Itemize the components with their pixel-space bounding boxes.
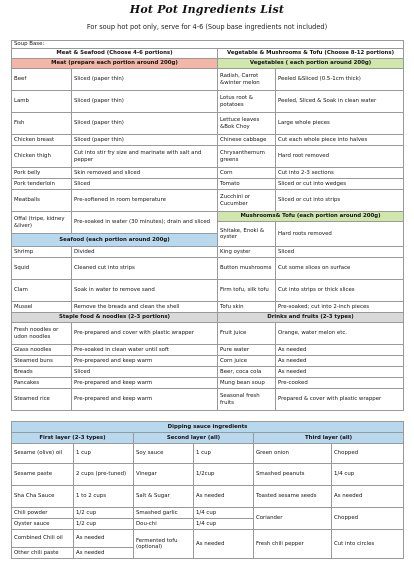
meat-item: Meatballs [12, 190, 72, 212]
meat-item: Fish [12, 113, 72, 135]
table-row [12, 212, 404, 222]
layer2-qty: 1/4 cup [194, 519, 254, 530]
veg-mushroom-tofu-header: Vegetable & Mushrooms & Tofu (Choose 8-12 portions) [218, 49, 404, 59]
layer2-item: Vinegar [134, 464, 194, 486]
staple-item: Breads [12, 367, 72, 378]
vegetables-header: Vegetables ( each portion around 200g) [218, 59, 404, 69]
drink-prep: As needed [276, 367, 404, 378]
drink-item: Beer, coca cola [218, 367, 276, 378]
mushroom-item: Tofu skin [218, 302, 276, 313]
seafood-prep: Cleaned cut into strips [72, 258, 218, 280]
drink-prep: Prepared & cover with plastic wrapper [276, 389, 404, 411]
mushrooms-tofu-header: Mushrooms& Tofu (each portion around 200g) [218, 212, 404, 222]
seafood-item: Clam [12, 280, 72, 302]
meat-prep: Skin removed and sliced [72, 168, 218, 179]
seafood-item: Squid [12, 258, 72, 280]
table-row [12, 464, 404, 486]
table-row [12, 444, 404, 464]
drink-item: Corn juice [218, 356, 276, 367]
layer2-item: Fermented tofu (optional) [134, 530, 194, 559]
veg-prep: Peeled, Sliced & Soak in clean water [276, 91, 404, 113]
table-row [12, 356, 404, 367]
layer2-qty: 1/4 cup [194, 508, 254, 519]
seafood-item: Mussel [12, 302, 72, 313]
layer3-header: Third layer (all) [254, 433, 404, 444]
layer1-header: First layer (2-3 types) [12, 433, 134, 444]
layer1-qty: As needed [74, 548, 134, 559]
meat-header: Meat (prepare each portion around 200g) [12, 59, 218, 69]
table-row [12, 323, 404, 345]
table-row [12, 389, 404, 411]
table-row [12, 168, 404, 179]
drink-prep: Orange, water melon etc. [276, 323, 404, 345]
drink-prep: Pre-cooked [276, 378, 404, 389]
mushroom-item: Button mushrooms [218, 258, 276, 280]
dipping-header: Dipping sauce ingredients [12, 422, 404, 433]
layer2-qty: As needed [194, 530, 254, 559]
table-row [12, 280, 404, 302]
seafood-prep: Divided [72, 247, 218, 258]
meat-item: Chicken thigh [12, 146, 72, 168]
layer1-item: Other chili paste [12, 548, 74, 559]
mushroom-prep: Cut into strips or thick slices [276, 280, 404, 302]
veg-prep: Hard root removed [276, 146, 404, 168]
layer1-item: Oyster sauce [12, 519, 74, 530]
seafood-prep: Soak in water to remove sand [72, 280, 218, 302]
mushroom-prep: Pre-soaked; cut into 2-inch pieces [276, 302, 404, 313]
table-row [12, 69, 404, 91]
mushroom-prep: Hard roots removed [276, 222, 404, 247]
table-row [12, 367, 404, 378]
mushroom-item: Shitake, Enoki & oyster [218, 222, 276, 247]
table-row [12, 378, 404, 389]
staple-prep: Pre-soaked in clean water until soft [72, 345, 218, 356]
layer2-qty: 1 cup [194, 444, 254, 464]
staple-prep: Pre-prepared and cover with plastic wrapper [72, 323, 218, 345]
table-row [12, 302, 404, 313]
meat-item: Pork tenderloin [12, 179, 72, 190]
veg-item: Radish, Carrot &winter melon [218, 69, 276, 91]
table-row [12, 146, 404, 168]
layer2-header: Second layer (all) [134, 433, 254, 444]
layer2-item: Dou-chi [134, 519, 194, 530]
table-row [12, 247, 404, 258]
staple-prep: Sliced [72, 367, 218, 378]
layer3-item: Fresh chili pepper [254, 530, 332, 559]
veg-prep: Sliced or cut into wedges [276, 179, 404, 190]
layer1-qty: 1 to 2 cups [74, 486, 134, 508]
table-row [12, 508, 404, 519]
layer3-qty: Cut into circles [332, 530, 404, 559]
drink-prep: As needed [276, 345, 404, 356]
meat-item: Pork belly [12, 168, 72, 179]
layer1-item: Sesame paste [12, 464, 74, 486]
drink-item: Pure water [218, 345, 276, 356]
staple-item: Steamed rice [12, 389, 72, 411]
layer1-qty: 2 cups (pre-tuned) [74, 464, 134, 486]
table-row [12, 135, 404, 146]
veg-prep: Peeled &Sliced (0.5-1cm thick) [276, 69, 404, 91]
veg-item: Chrysanthemum greens [218, 146, 276, 168]
table-row [12, 91, 404, 113]
veg-item: Chinese cabbage [218, 135, 276, 146]
veg-prep: Sliced or cut into strips [276, 190, 404, 212]
staple-item: Fresh noodles or udon noodles [12, 323, 72, 345]
meat-seafood-header: Meat & Seafood (Choose 4-6 portions) [12, 49, 218, 59]
seafood-prep: Remove the breads and clean the shell [72, 302, 218, 313]
layer2-qty: As needed [194, 486, 254, 508]
dipping-sauce-table [11, 421, 404, 559]
veg-prep: Large whole pieces [276, 113, 404, 135]
ingredients-table [11, 40, 404, 411]
layer2-item: Smashed garlic [134, 508, 194, 519]
mushroom-item: King oyster [218, 247, 276, 258]
staple-item: Pancakes [12, 378, 72, 389]
meat-prep: Sliced [72, 179, 218, 190]
mushroom-prep: Cut some slices on surface [276, 258, 404, 280]
drink-prep: As needed [276, 356, 404, 367]
soup-base-row: Soup Base: [12, 41, 404, 49]
layer2-item: Soy sauce [134, 444, 194, 464]
seafood-header: Seafood (each portion around 200g) [12, 234, 218, 247]
meat-prep: Sliced (paper thin) [72, 135, 218, 146]
table-row [12, 258, 404, 280]
layer3-qty: Chopped [332, 508, 404, 530]
veg-item: Zucchini or Cucumber [218, 190, 276, 212]
meat-item: Lamb [12, 91, 72, 113]
veg-item: Lotus root & potatoes [218, 91, 276, 113]
drink-item: Seasonal fresh fruits [218, 389, 276, 411]
staple-item: Glass noodles [12, 345, 72, 356]
layer3-qty: As needed [332, 486, 404, 508]
layer3-item: Smashed peanuts [254, 464, 332, 486]
staple-prep: Pre-prepared and keep warm [72, 356, 218, 367]
mushroom-item: Firm tofu, silk tofu [218, 280, 276, 302]
veg-prep: Cut into 2-3 sections [276, 168, 404, 179]
layer3-item: Toasted sesame seeds [254, 486, 332, 508]
veg-prep: Cut each whole piece into halves [276, 135, 404, 146]
table-row [12, 345, 404, 356]
layer3-qty: 1/4 cup [332, 464, 404, 486]
layer1-item: Sesame (olive) oil [12, 444, 74, 464]
veg-item: Lettuce leaves &Bok Choy [218, 113, 276, 135]
layer1-qty: 1 cup [74, 444, 134, 464]
meat-prep: Sliced (paper thin) [72, 91, 218, 113]
meat-prep: Sliced (paper thin) [72, 69, 218, 91]
table-row [12, 486, 404, 508]
page-subtitle: For soup hot pot only, serve for 4-6 (Soup base ingredients not included) [86, 23, 328, 31]
layer1-item: Sha Cha Sauce [12, 486, 74, 508]
layer3-item: Green onion [254, 444, 332, 464]
layer3-item: Coriander [254, 508, 332, 530]
layer3-qty: Chopped [332, 444, 404, 464]
meat-prep: Pre-softened in room temperature [72, 190, 218, 212]
meat-item: Beef [12, 69, 72, 91]
table-row [12, 113, 404, 135]
meat-prep: Sliced (paper thin) [72, 113, 218, 135]
meat-prep: Pre-soaked in water (30 minutes); drain and sliced [72, 212, 218, 234]
mushroom-prep: Sliced [276, 247, 404, 258]
drink-item: Fruit juice [218, 323, 276, 345]
layer1-item: Combined Chili oil [12, 530, 74, 548]
staple-prep: Pre-prepared and keep warm [72, 389, 218, 411]
staple-header: Staple food & noodles (2-3 portions) [12, 313, 218, 323]
meat-prep: Cut into stir fry size and marinate with salt and pepper [72, 146, 218, 168]
veg-item: Corn [218, 168, 276, 179]
layer1-item: Chili powder [12, 508, 74, 519]
layer1-qty: As needed [74, 530, 134, 548]
table-row [12, 179, 404, 190]
veg-item: Tomato [218, 179, 276, 190]
drinks-header: Drinks and fruits (2-3 types) [218, 313, 404, 323]
layer2-item: Salt & Sugar [134, 486, 194, 508]
table-row [12, 530, 404, 548]
table-row [12, 190, 404, 212]
layer2-qty: 1/2cup [194, 464, 254, 486]
page-title: Hot Pot Ingredients List [129, 3, 285, 16]
meat-item: Chicken breast [12, 135, 72, 146]
seafood-item: Shrimp [12, 247, 72, 258]
layer1-qty: 1/2 cup [74, 519, 134, 530]
drink-item: Mung bean soup [218, 378, 276, 389]
staple-prep: Pre-prepared and keep warm [72, 378, 218, 389]
staple-item: Steamed buns [12, 356, 72, 367]
meat-item: Offal (tripe, kidney &liver) [12, 212, 72, 234]
layer1-qty: 1/2 cup [74, 508, 134, 519]
